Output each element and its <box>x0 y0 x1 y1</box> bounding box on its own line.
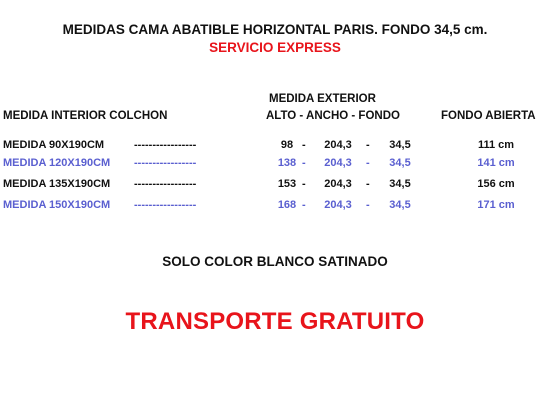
alto-value: 138 <box>277 157 297 169</box>
row-dashes: ----------------- <box>134 157 197 169</box>
separator: - <box>366 139 370 151</box>
ancho-value: 204,3 <box>324 139 352 151</box>
separator: - <box>302 199 306 211</box>
alto-value: 153 <box>277 178 297 190</box>
open-depth-header: FONDO ABIERTA <box>441 110 536 122</box>
separator: - <box>366 157 370 169</box>
mattress-size: MEDIDA 135X190CM <box>3 178 111 190</box>
ancho-value: 204,3 <box>324 178 352 190</box>
open-depth-value: 111 cm <box>477 139 515 151</box>
free-shipping-banner: TRANSPORTE GRATUITO <box>125 308 425 335</box>
alto-value: 98 <box>280 139 294 151</box>
color-note: SOLO COLOR BLANCO SATINADO <box>162 254 388 269</box>
mattress-size: MEDIDA 150X190CM <box>3 199 111 211</box>
separator: - <box>366 178 370 190</box>
ancho-value: 204,3 <box>324 199 352 211</box>
dimensions-header: ALTO - ANCHO - FONDO <box>266 110 400 122</box>
separator: - <box>302 178 306 190</box>
interior-size-header: MEDIDA INTERIOR COLCHON <box>3 110 168 122</box>
fondo-value: 34,5 <box>389 139 411 151</box>
open-depth-value: 156 cm <box>477 178 515 190</box>
mattress-size: MEDIDA 90X190CM <box>3 139 105 151</box>
service-subtitle: SERVICIO EXPRESS <box>209 40 341 55</box>
separator: - <box>302 157 306 169</box>
separator: - <box>302 139 306 151</box>
separator: - <box>366 199 370 211</box>
open-depth-value: 171 cm <box>477 199 515 211</box>
alto-value: 168 <box>277 199 297 211</box>
fondo-value: 34,5 <box>389 199 411 211</box>
row-dashes: ----------------- <box>134 199 197 211</box>
row-dashes: ----------------- <box>134 178 197 190</box>
page-title: MEDIDAS CAMA ABATIBLE HORIZONTAL PARIS. FONDO 34,5 cm. <box>62 22 488 37</box>
open-depth-value: 141 cm <box>477 157 515 169</box>
fondo-value: 34,5 <box>389 178 411 190</box>
row-dashes: ----------------- <box>134 139 197 151</box>
mattress-size: MEDIDA 120X190CM <box>3 157 111 169</box>
ancho-value: 204,3 <box>324 157 352 169</box>
fondo-value: 34,5 <box>389 157 411 169</box>
exterior-size-header: MEDIDA EXTERIOR <box>269 93 376 105</box>
